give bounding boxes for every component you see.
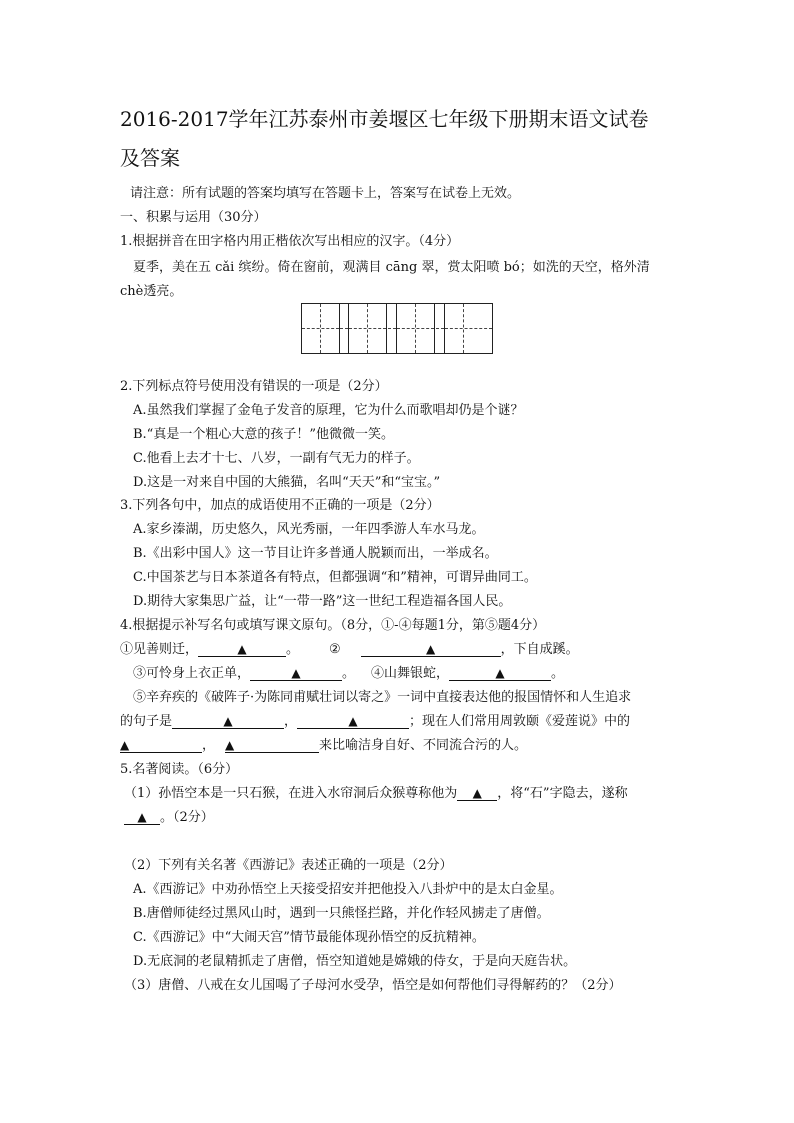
question-1-text: 夏季，美在五 cǎi 缤纷。倚在窗前，观满目 cāng 翠，赏太阳喷 bó；如洗的天空，格外清 — [133, 260, 650, 275]
question-5-part-1 — [124, 785, 628, 803]
question-4-item-5: ⑤辛弃疾的《破阵子·为陈同甫赋壮词以寄之》一词中直接表达他的报国情怀和人生追求 — [133, 690, 632, 705]
punct: ， — [284, 714, 298, 729]
answer-blank-6[interactable] — [457, 785, 497, 801]
question-4-item-2 — [329, 641, 579, 659]
triangle-mark-icon: ▲ — [348, 714, 358, 728]
question-3-option-a: A.家乡溱湖，历史悠久，风光秀丽，一年四季游人车水马龙。 — [133, 522, 485, 537]
grid-cell-4[interactable] — [445, 304, 492, 353]
answer-blank-3[interactable] — [250, 665, 342, 681]
item-5-text-2: ；现在人们常用周敦颐《爱莲说》中的 — [409, 714, 631, 729]
question-4-item-4 — [371, 665, 564, 683]
item-2-text: ② — [329, 642, 341, 657]
grid-cell-3[interactable] — [397, 304, 435, 353]
question-3-option-c: C.中国茶艺与日本茶道各有特点，但都强调“和”精神，可谓异曲同工。 — [133, 570, 537, 585]
grid-cell-2[interactable] — [349, 304, 387, 353]
grid-cell-1[interactable] — [302, 304, 340, 353]
part-1-points: 。（2分） — [160, 810, 214, 825]
triangle-mark-icon: ▲ — [472, 786, 482, 800]
question-5-part-2-option-c: C.《西游记》中“大闹天宫”情节最能体现孙悟空的反抗精神。 — [133, 930, 485, 945]
question-4-item-5-cont — [120, 713, 630, 731]
punct: 。 — [286, 642, 300, 657]
item-2-after: ，下自成蹊。 — [500, 642, 579, 657]
answer-blank-1[interactable] — [198, 641, 286, 657]
answer-blank-2[interactable] — [361, 641, 501, 657]
question-5-part-1-cont — [124, 809, 214, 827]
page-title: 2016-2017学年江苏泰州市姜堰区七年级下册期末语文试卷 — [120, 107, 649, 131]
tianzige-grid[interactable] — [301, 303, 493, 354]
punct: 。 — [342, 666, 356, 681]
page-title-line2: 及答案 — [120, 146, 180, 170]
punct: 。 — [551, 666, 565, 681]
question-3-option-d: D.期待大家集思广益，让“一带一路”这一世纪工程造福各国人民。 — [133, 594, 512, 609]
triangle-mark-icon: ▲ — [237, 642, 247, 656]
answer-blank-5b[interactable] — [297, 713, 409, 729]
section-heading: 一、积累与运用（30分） — [120, 210, 267, 225]
item-5-text: 的句子是 — [120, 714, 173, 729]
part-1-text: （1）孙悟空本是一只石猴，在进入水帘洞后众猴尊称他为 — [124, 786, 458, 801]
question-2-stem: 2.下列标点符号使用没有错误的一项是（2分） — [120, 379, 388, 394]
triangle-mark-icon: ▲ — [137, 810, 147, 824]
punct: ， — [202, 738, 216, 753]
part-1-text-2: ，将“石”字隐去，遂称 — [497, 786, 628, 801]
question-4-stem: 4.根据提示补写名句或填写课文原句。（8分，①-④每题1分，第⑤题4分） — [120, 618, 546, 633]
question-5-part-2-stem: （2）下列有关名著《西游记》表述正确的一项是（2分） — [124, 858, 453, 873]
triangle-mark-icon: ▲ — [225, 738, 235, 752]
question-5-stem: 5.名著阅读。（6分） — [120, 762, 239, 777]
item-5-text-3: 来比喻洁身自好、不同流合污的人。 — [319, 738, 528, 753]
answer-blank-7[interactable] — [124, 809, 160, 825]
answer-blank-4[interactable] — [449, 665, 551, 681]
answer-blank-5c[interactable] — [120, 737, 202, 753]
question-5-part-2-option-a: A.《西游记》中劝孙悟空上天接受招安并把他投入八卦炉中的是太白金星。 — [133, 882, 563, 897]
question-4-item-3 — [133, 665, 355, 683]
question-2-option-a: A.虽然我们掌握了金龟子发音的原理，它为什么而歌唱却仍是个谜？ — [133, 403, 524, 418]
answer-blank-5d[interactable] — [225, 737, 319, 753]
triangle-mark-icon: ▲ — [291, 666, 301, 680]
question-5-part-2-option-d: D.无底洞的老鼠精抓走了唐僧，悟空知道她是嫦娥的侍女，于是向天庭告状。 — [133, 954, 577, 969]
question-5-part-3: （3）唐僧、八戒在女儿国喝了子母河水受孕，悟空是如何帮他们寻得解药的？（2分） — [124, 978, 622, 993]
triangle-mark-icon: ▲ — [120, 738, 130, 752]
question-1-stem: 1.根据拼音在田字格内用正楷依次写出相应的汉字。（4分） — [120, 234, 460, 249]
question-4-item-1 — [120, 641, 299, 659]
triangle-mark-icon: ▲ — [426, 642, 436, 656]
question-3-stem: 3.下列各句中，加点的成语使用不正确的一项是（2分） — [120, 498, 440, 513]
triangle-mark-icon: ▲ — [223, 714, 233, 728]
item-4-text: ④山舞银蛇， — [371, 666, 450, 681]
question-5-part-2-option-b: B.唐僧师徒经过黑风山时，遇到一只熊怪拦路，并化作轻风掳走了唐僧。 — [133, 906, 550, 921]
item-3-text: ③可怜身上衣正单， — [133, 666, 251, 681]
question-2-option-d: D.这是一对来自中国的大熊猫，名叫“天天”和“宝宝。” — [133, 475, 441, 490]
item-1-text: ①见善则迁， — [120, 642, 199, 657]
question-1-text-cont: chè透亮。 — [120, 284, 183, 299]
question-4-item-5-end — [120, 737, 527, 755]
question-3-option-b: B.《出彩中国人》这一节目让许多普通人脱颖而出，一举成名。 — [133, 546, 498, 561]
answer-blank-5a[interactable] — [172, 713, 284, 729]
notice-text: 请注意：所有试题的答案均填写在答题卡上，答案写在试卷上无效。 — [130, 186, 521, 201]
question-2-option-b: B.“真是一个粗心大意的孩子！”他微微一笑。 — [133, 427, 394, 442]
triangle-mark-icon: ▲ — [495, 666, 505, 680]
question-2-option-c: C.他看上去才十七、八岁，一副有气无力的样子。 — [133, 451, 420, 466]
